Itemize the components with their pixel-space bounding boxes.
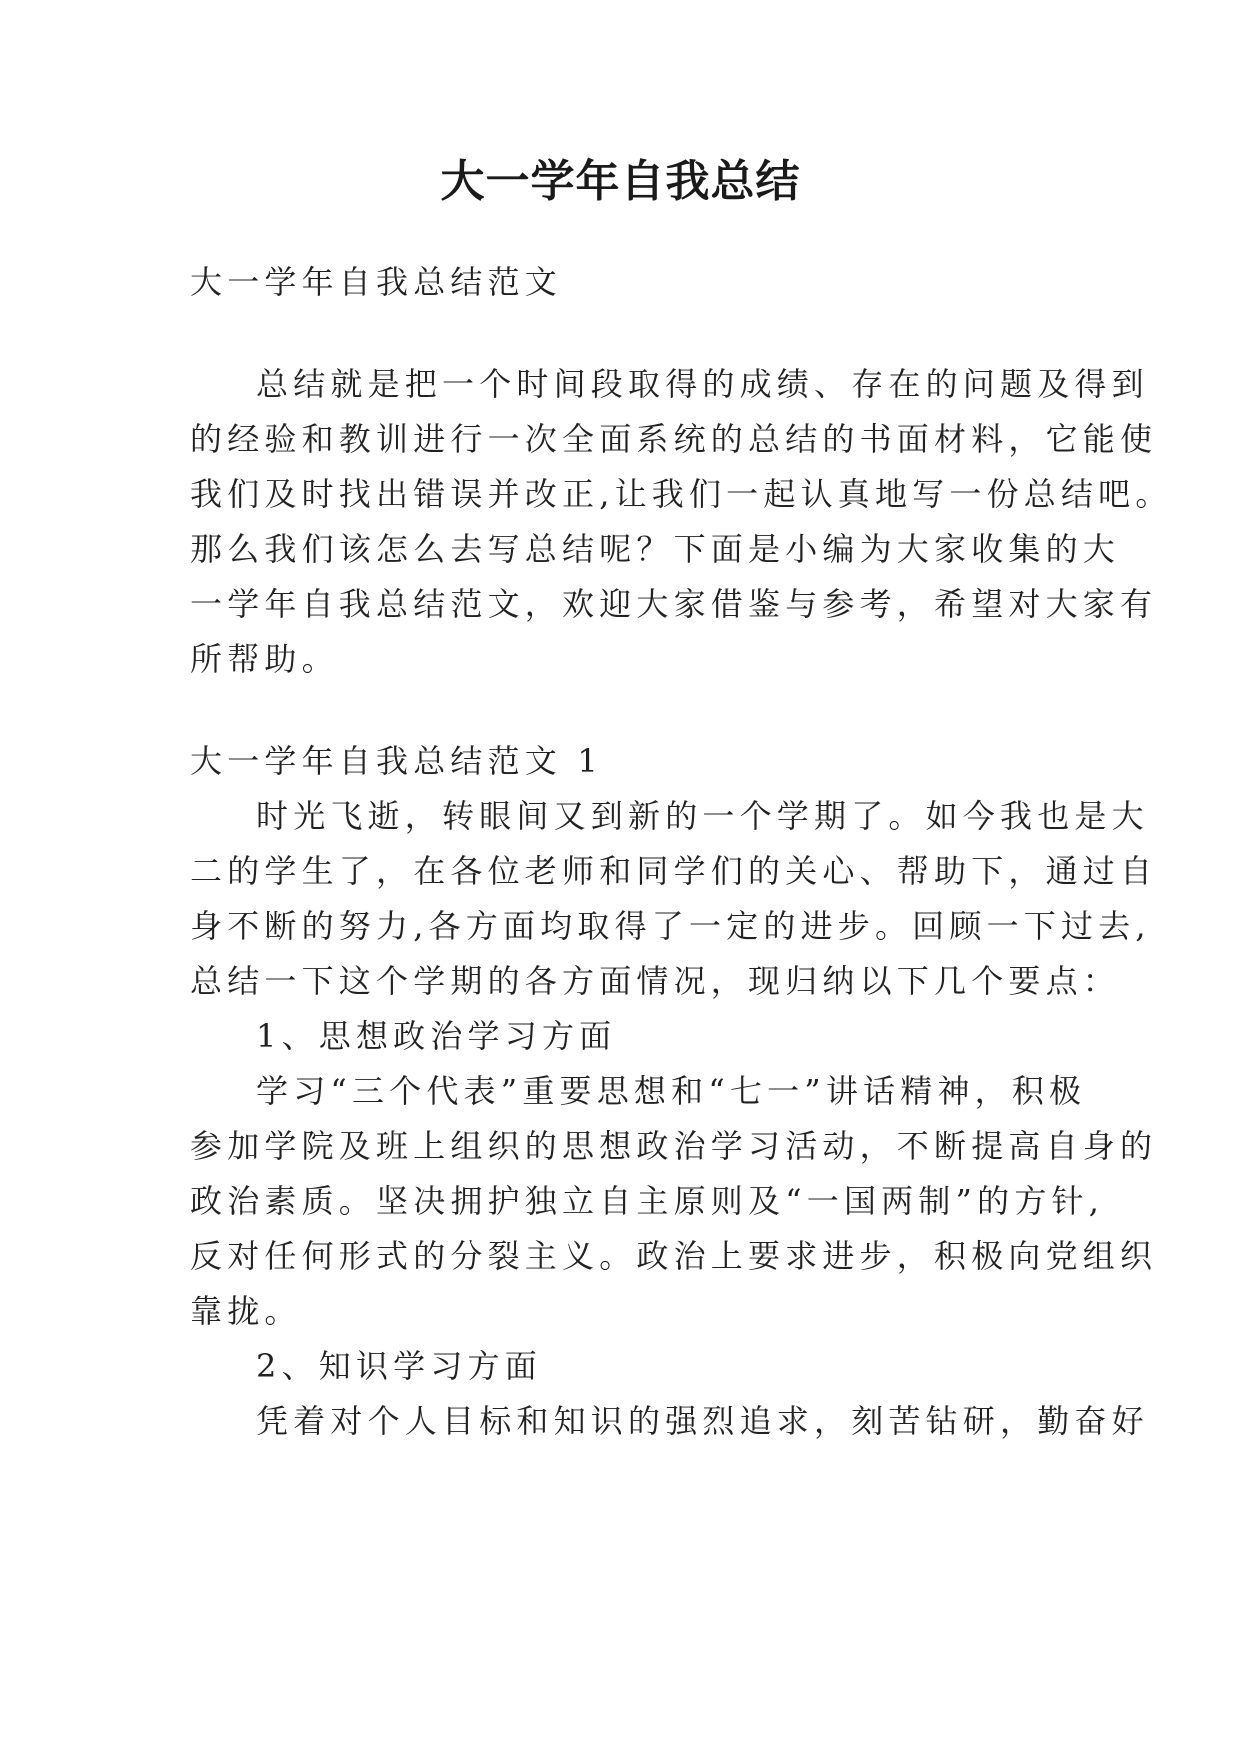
point-line: 凭着对个人目标和知识的强烈追求，刻苦钻研，勤奋好 xyxy=(256,1402,1149,1440)
intro-line: 总结就是把一个时间段取得的成绩、存在的问题及得到 xyxy=(256,365,1149,403)
intro-line: 我们及时找出错误并改正,让我们一起认真地写一份总结吧。 xyxy=(190,475,1173,513)
section-line: 总结一下这个学期的各方面情况，现归纳以下几个要点： xyxy=(190,962,1121,1000)
section-heading: 大一学年自我总结范文 1 xyxy=(190,742,603,780)
point-line: 参加学院及班上组织的思想政治学习活动，不断提高自身的 xyxy=(190,1127,1158,1165)
section-line: 时光飞逝，转眼间又到新的一个学期了。如今我也是大 xyxy=(256,797,1149,835)
section-line: 二的学生了，在各位老师和同学们的关心、帮助下，通过自 xyxy=(190,852,1158,890)
intro-line: 一学年自我总结范文，欢迎大家借鉴与参考，希望对大家有 xyxy=(190,585,1158,623)
intro-line: 所帮助。 xyxy=(190,640,339,678)
point-line: 反对任何形式的分裂主义。政治上要求进步，积极向党组织 xyxy=(190,1237,1158,1275)
intro-line: 那么我们该怎么去写总结呢？下面是小编为大家收集的大 xyxy=(190,530,1121,568)
point-heading: 1、思想政治学习方面 xyxy=(256,1017,617,1055)
point-heading: 2、知识学习方面 xyxy=(256,1347,542,1385)
intro-line: 的经验和教训进行一次全面系统的总结的书面材料，它能使 xyxy=(190,420,1158,458)
point-line: 政治素质。坚决拥护独立自主原则及“一国两制”的方针, xyxy=(190,1182,1105,1220)
point-line: 靠拢。 xyxy=(190,1292,302,1330)
document-title: 大一学年自我总结 xyxy=(440,156,801,207)
subtitle: 大一学年自我总结范文 xyxy=(190,263,563,301)
section-line: 身不断的努力,各方面均取得了一定的进步。回顾一下过去, xyxy=(190,907,1151,945)
point-line: 学习“三个代表”重要思想和“七一”讲话精神，积极 xyxy=(256,1072,1087,1110)
